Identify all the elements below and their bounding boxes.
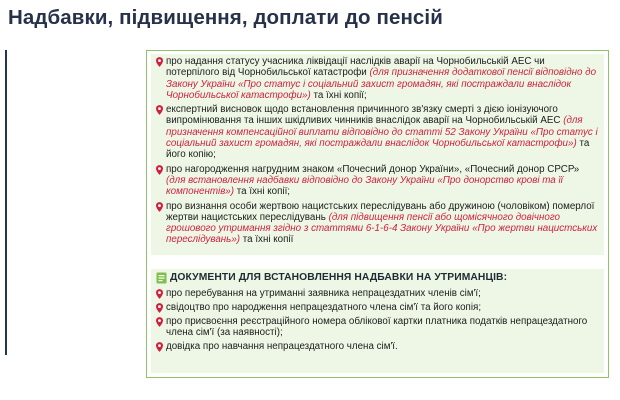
list-item (156, 316, 600, 339)
dependents-box (151, 269, 604, 373)
dependents-heading-text: ДОКУМЕНТИ ДЛЯ ВСТАНОВЛЕННЯ НАДБАВКИ НА УТРИМАНЦІВ: (170, 272, 508, 284)
item-note: (для призначення додаткової пенсії відповідно до Закону України «Про статус і соціальний захист громадян, які постраждали внаслідок Чорнобильської катастрофи») (166, 67, 597, 101)
list-item (156, 56, 600, 101)
location-pin-icon (156, 105, 163, 115)
item-text: про перебування на утриманні заявника непрацездатних членів сім'ї; (166, 288, 481, 299)
location-pin-icon (156, 303, 163, 313)
item-text: про присвоєння реєстраційного номера облікової картки платника податків непрацездатного члена сім'ї (за наявності); (166, 315, 588, 338)
list-item (156, 341, 600, 352)
item-note: (для встановлення надбавки відповідно до Закону України «Про донорство крові та її компонентів») (166, 174, 563, 198)
item-suffix: та його копію; (166, 138, 590, 161)
item-text: довідка про навчання непрацездатного члена сім'ї. (166, 340, 398, 352)
item-note: (для призначення компенсаційної виплати відповідно до статті 52 Закону України «Про статус і соціальний захист громадян, які постраждали внаслідок Чорнобильської катастрофи») (166, 115, 598, 150)
list-item (156, 288, 600, 299)
location-pin-icon (156, 317, 163, 327)
item-text: про визнання особи жертвою нацистських переслідувань або дружиною (чоловіком) померлої жертви нацистських переслідувань (166, 200, 595, 223)
location-pin-icon (156, 165, 163, 175)
item-suffix: та їхні копії; (236, 186, 291, 198)
location-pin-icon (156, 57, 163, 67)
item-suffix: та їхні копії (242, 234, 294, 246)
list-item (156, 201, 600, 246)
location-pin-icon (156, 202, 163, 212)
item-text: про надання статусу учасника ліквідації наслідків аварії на Чорнобильській АЕС чи потерпілого від Чорнобильської катастрофи (166, 56, 545, 79)
page-title: Надбавки, підвищення, доплати до пенсій (8, 6, 443, 29)
dependents-heading (156, 272, 600, 284)
item-text: експертний висновок щодо встановлення причинного зв'язку смерті з дією іонізуючого випромінювання та інших шкідливих чинників внаслідок аварії на Чорнобильській АЕС (166, 104, 561, 127)
item-text: свідоцтво про народження непрацездатного члена сім'ї та його копія; (166, 301, 482, 313)
item-text: про нагородження нагрудним знаком «Почесний донор України», «Почесний донор СРСР» (166, 163, 580, 175)
item-suffix: та їхні копії; (313, 89, 367, 101)
list-item (156, 104, 600, 160)
certificates-box (151, 54, 604, 255)
location-pin-icon (156, 289, 163, 299)
left-divider (5, 50, 7, 355)
item-note: (для підвищення пенсії або щомісячного довічного грошового утримання згідно з статтями 6-1-6-4 Закону України «Про жертви нацистських переслідувань») (166, 211, 598, 246)
list-item (156, 164, 600, 198)
location-pin-icon (156, 342, 163, 352)
document-icon (156, 272, 167, 284)
list-item (156, 302, 600, 313)
